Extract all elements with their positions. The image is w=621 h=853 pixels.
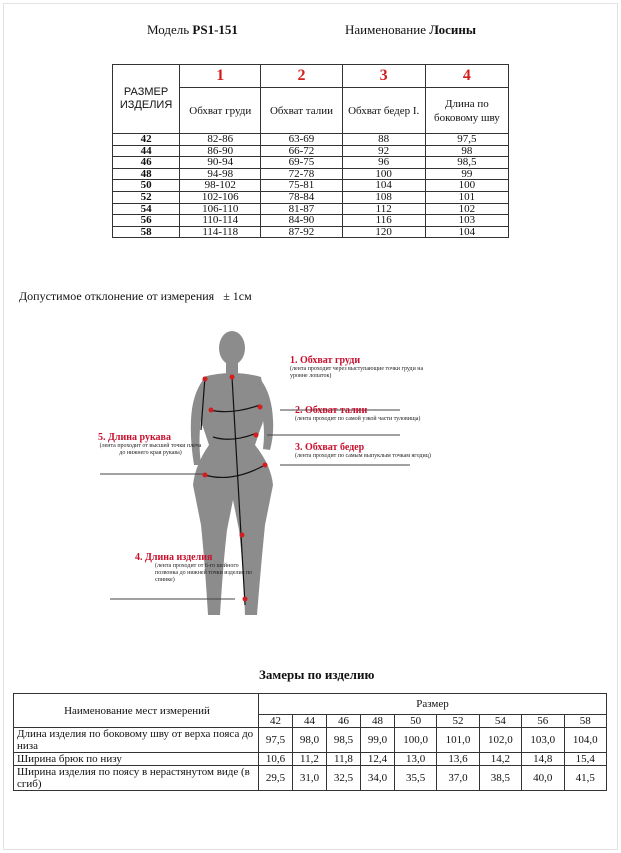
product-name-value: Лосины	[429, 22, 477, 37]
table-cell: 13,0	[394, 753, 436, 766]
table-cell: 88	[342, 134, 425, 146]
table-cell: 32,5	[326, 766, 360, 791]
table-cell: 99,0	[360, 728, 394, 753]
table-cell: 86-90	[180, 145, 261, 157]
table-cell: 37,0	[437, 766, 479, 791]
table-cell: 98,0	[292, 728, 326, 753]
measurement-label: Ширина брюк по низу	[14, 753, 259, 766]
size-value: 56	[113, 215, 180, 227]
size-value: 44	[113, 145, 180, 157]
table-cell: 38,5	[479, 766, 521, 791]
annotation-chest	[290, 355, 435, 380]
table-cell: 81-87	[261, 203, 342, 215]
table-cell: 11,2	[292, 753, 326, 766]
column-label: Длина по боковому шву	[425, 88, 508, 134]
table-row	[113, 226, 509, 238]
annotation-title: 2. Обхват талии	[295, 405, 368, 416]
annotation-title: 1. Обхват груди	[290, 355, 361, 366]
column-number: 3	[342, 65, 425, 88]
table-cell: 31,0	[292, 766, 326, 791]
column-number: 2	[261, 65, 342, 88]
table-cell: 112	[342, 203, 425, 215]
table-row	[113, 157, 509, 169]
size-column-header: 54	[479, 715, 521, 728]
size-column-header: 52	[437, 715, 479, 728]
table-cell: 96	[342, 157, 425, 169]
column-number: 1	[180, 65, 261, 88]
size-value: 54	[113, 203, 180, 215]
table-cell: 90-94	[180, 157, 261, 169]
table-cell: 101	[425, 191, 508, 203]
table-cell: 102,0	[479, 728, 521, 753]
table-cell: 108	[342, 191, 425, 203]
table-cell: 12,4	[360, 753, 394, 766]
table-cell: 69-75	[261, 157, 342, 169]
table-cell: 29,5	[259, 766, 293, 791]
table-cell: 106-110	[180, 203, 261, 215]
size-chart-table	[112, 64, 509, 238]
table-cell: 100,0	[394, 728, 436, 753]
table-row	[113, 203, 509, 215]
measurement-size-header: Размер	[259, 694, 607, 715]
table-cell: 98	[425, 145, 508, 157]
table-row	[14, 728, 607, 753]
size-column-header: 58	[564, 715, 607, 728]
table-cell: 104	[342, 180, 425, 192]
table-cell: 114-118	[180, 226, 261, 238]
annotation-note: (лента проходит от высшей точки плеча до нижнего края рукава)	[99, 443, 202, 456]
size-column-header: РАЗМЕР ИЗДЕЛИЯ	[113, 65, 180, 134]
tolerance-text: Допустимое отклонение от измерения	[19, 289, 215, 303]
table-row	[113, 191, 509, 203]
measurements-title: Замеры по изделию	[259, 667, 375, 682]
table-cell: 41,5	[564, 766, 607, 791]
table-cell: 78-84	[261, 191, 342, 203]
annotation-note: (лента проходит по самой узкой части туловища)	[295, 416, 421, 422]
size-column-header: 56	[522, 715, 564, 728]
size-column-header: 44	[292, 715, 326, 728]
size-value: 58	[113, 226, 180, 238]
table-cell: 116	[342, 215, 425, 227]
table-cell: 40,0	[522, 766, 564, 791]
measurement-name-header: Наименование мест измерений	[14, 694, 259, 728]
table-cell: 100	[425, 180, 508, 192]
model-label: Модель	[147, 22, 190, 37]
annotation-title: 4. Длина изделия	[135, 552, 213, 563]
annotation-title: 5. Длина рукава	[98, 432, 171, 443]
table-row	[113, 145, 509, 157]
size-column-header: 48	[360, 715, 394, 728]
table-cell: 14,8	[522, 753, 564, 766]
tolerance-note	[19, 289, 252, 304]
table-cell: 104,0	[564, 728, 607, 753]
table-cell: 66-72	[261, 145, 342, 157]
table-cell: 13,6	[437, 753, 479, 766]
table-cell: 102	[425, 203, 508, 215]
table-cell: 15,4	[564, 753, 607, 766]
table-cell: 92	[342, 145, 425, 157]
table-row	[113, 168, 509, 180]
column-label: Обхват бедер I.	[342, 88, 425, 134]
table-row	[14, 766, 607, 791]
table-cell: 97,5	[425, 134, 508, 146]
product-name-header	[345, 22, 476, 38]
table-row	[113, 180, 509, 192]
table-cell: 87-92	[261, 226, 342, 238]
table-cell: 72-78	[261, 168, 342, 180]
annotation-waist	[295, 405, 435, 423]
table-cell: 103,0	[522, 728, 564, 753]
size-column-header: 50	[394, 715, 436, 728]
model-value: PS1-151	[192, 22, 238, 37]
measurement-label: Длина изделия по боковому шву от верха пояса до низа	[14, 728, 259, 753]
column-number: 4	[425, 65, 508, 88]
table-cell: 94-98	[180, 168, 261, 180]
table-cell: 102-106	[180, 191, 261, 203]
body-measurement-diagram	[95, 325, 440, 625]
table-row	[14, 753, 607, 766]
annotation-hips	[295, 442, 440, 460]
product-name-label: Наименование	[345, 22, 426, 37]
column-label: Обхват талии	[261, 88, 342, 134]
measurement-label: Ширина изделия по поясу в нерастянутом виде (в сгиб)	[14, 766, 259, 791]
table-cell: 11,8	[326, 753, 360, 766]
table-cell: 98,5	[425, 157, 508, 169]
annotation-length	[135, 552, 260, 584]
table-cell: 34,0	[360, 766, 394, 791]
table-cell: 82-86	[180, 134, 261, 146]
table-row	[113, 215, 509, 227]
table-cell: 75-81	[261, 180, 342, 192]
annotation-note: (лента проходит через выступающие точки груди на уровне лопаток)	[290, 366, 424, 379]
model-header	[147, 22, 238, 38]
table-cell: 100	[342, 168, 425, 180]
size-value: 42	[113, 134, 180, 146]
size-column-header: 46	[326, 715, 360, 728]
annotation-title: 3. Обхват бедер	[295, 442, 365, 453]
table-cell: 110-114	[180, 215, 261, 227]
annotation-sleeve	[98, 432, 203, 457]
table-cell: 98,5	[326, 728, 360, 753]
size-value: 46	[113, 157, 180, 169]
table-cell: 103	[425, 215, 508, 227]
size-value: 50	[113, 180, 180, 192]
measurements-table	[13, 693, 607, 791]
annotation-note: (лента проходит от 6-го шейного позвонка до нижней точки изделия по спинке)	[155, 563, 253, 583]
table-cell: 99	[425, 168, 508, 180]
table-cell: 120	[342, 226, 425, 238]
table-cell: 63-69	[261, 134, 342, 146]
table-cell: 10,6	[259, 753, 293, 766]
size-value: 48	[113, 168, 180, 180]
table-cell: 84-90	[261, 215, 342, 227]
table-cell: 101,0	[437, 728, 479, 753]
table-cell: 14,2	[479, 753, 521, 766]
annotation-note: (лента проходит по самым выпуклым точкам ягодиц)	[295, 453, 431, 459]
size-value: 52	[113, 191, 180, 203]
table-cell: 35,5	[394, 766, 436, 791]
tolerance-value: ± 1см	[223, 289, 252, 303]
column-label: Обхват груди	[180, 88, 261, 134]
size-column-header: 42	[259, 715, 293, 728]
table-cell: 97,5	[259, 728, 293, 753]
table-cell: 104	[425, 226, 508, 238]
table-row	[113, 134, 509, 146]
table-cell: 98-102	[180, 180, 261, 192]
